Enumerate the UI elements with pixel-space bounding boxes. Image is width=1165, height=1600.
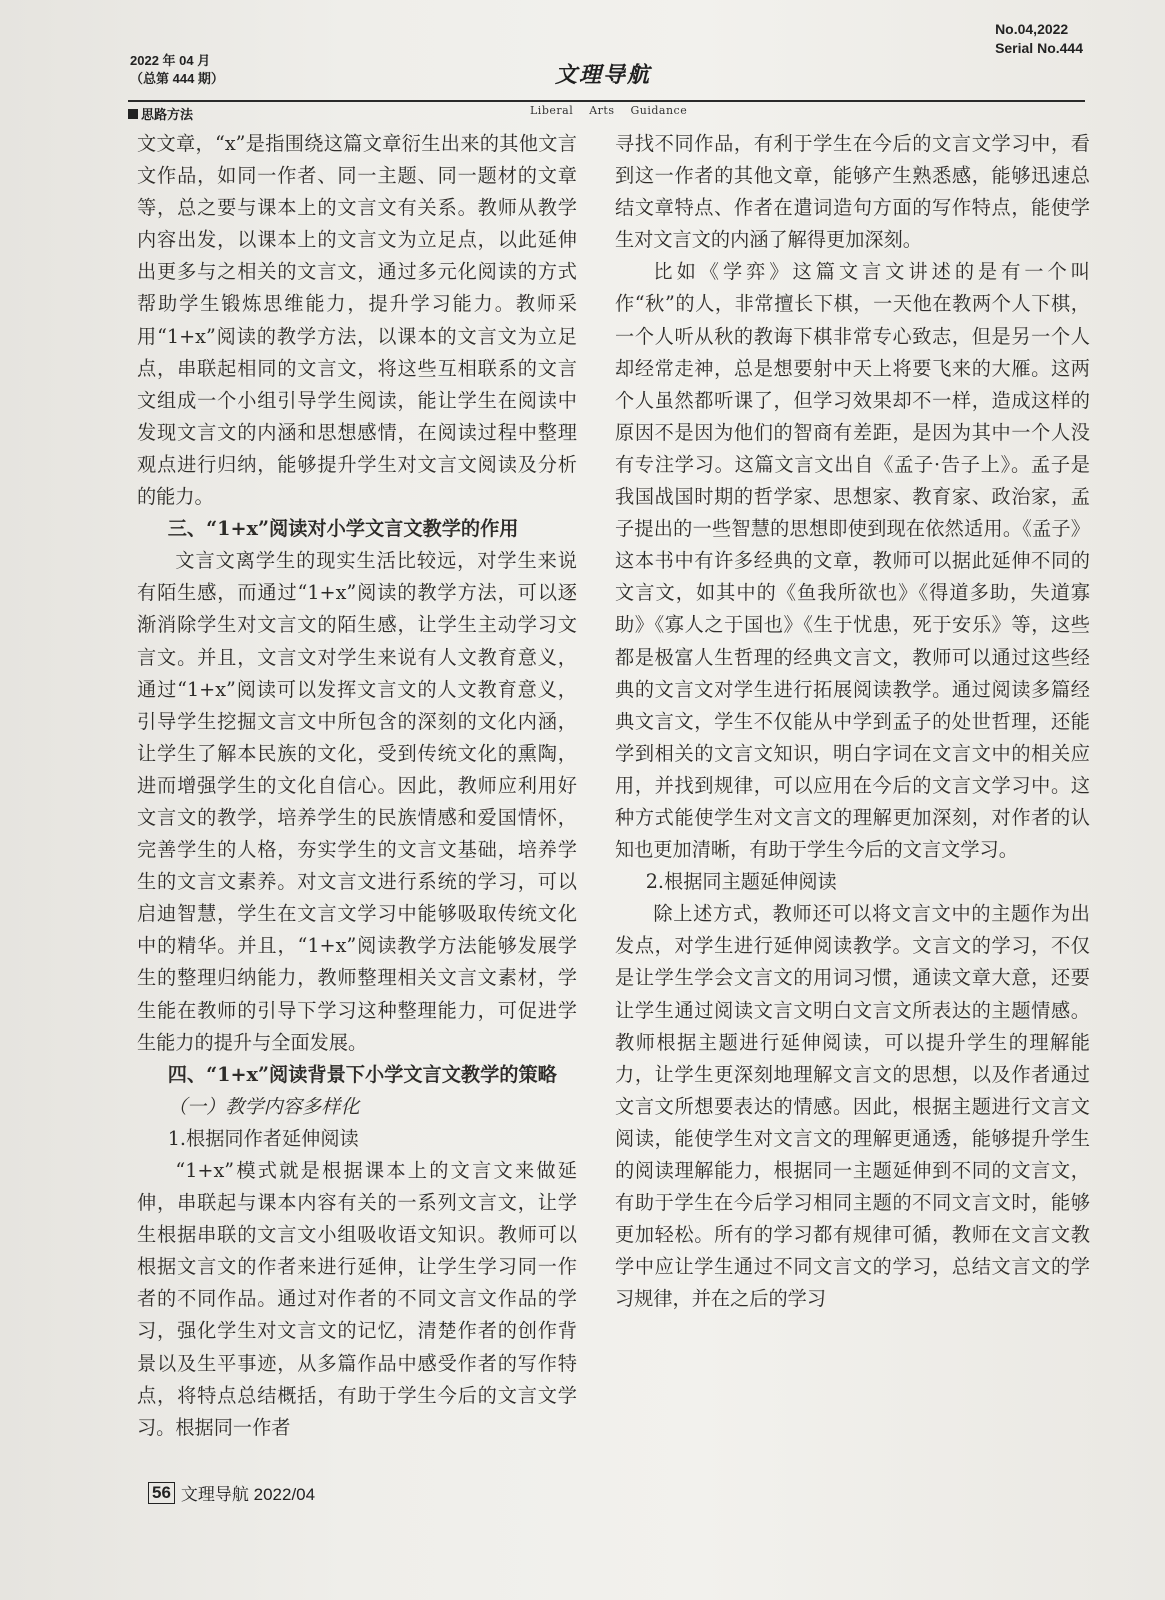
header-date-block xyxy=(130,52,224,88)
paragraph: 比如《学弈》这篇文言文讲述的是有一个叫作“秋”的人，非常擅长下棋，一天他在教两个人下棋，一个人听从秋的教诲下棋非常专心致志，但是另一个人却经常走神，总是想要射中天上将要飞来的大雁。这两个人虽然都听课了，但学习效果却不一样，造成这样的原因不是因为他们的智商有差距，是因为其中一个人没有专注学习。这篇文言文出自《孟子·告子上》。孟子是我国战国时期的哲学家、思想家、教育家、政治家，孟子提出的一些智慧的思想即使到现在依然适用。《孟子》这本书中有许多经典的文章，教师可以据此延伸不同的文言文，如其中的《鱼我所欲也》《得道多助，失道寡助》《寡人之于国也》《生于忧患，死于安乐》等，这些都是极富人生哲理的经典文言文，教师可以通过这些经典的文言文对学生进行拓展阅读教学。通过阅读多篇经典文言文，学生不仅能从中学到孟子的处世哲理，还能学到相关的文言文知识，明白字词在文言文中的相关应用，并找到规律，可以应用在今后的文言文学习中。这种方式能使学生对文言文的理解更加深刻，对作者的认知也更加清晰，有助于学生今后的文言文学习。 xyxy=(615,260,1090,862)
paragraph: 寻找不同作品，有利于学生在今后的文言文学习中，看到这一作者的其他文章，能够产生熟悉感，能够迅速总结文章特点、作者在遣词造句方面的写作特点，能使学生对文言文的内涵了解得更加深刻。 xyxy=(615,132,1090,252)
header-serial-block xyxy=(995,20,1083,58)
section-tag xyxy=(128,104,193,123)
subsection-heading: （一）教学内容多样化 xyxy=(167,1094,360,1118)
english-title: Liberal Arts Guidance xyxy=(530,104,688,117)
section-heading: 四、“1+x”阅读背景下小学文言文教学的策略 xyxy=(167,1062,557,1086)
subsection-heading: 2.根据同主题延伸阅读 xyxy=(645,870,837,894)
header-rule xyxy=(128,100,1085,102)
header-no: No.04,2022 xyxy=(995,21,1069,37)
section-label: 思路方法 xyxy=(141,108,194,123)
header-date: 2022 年 04 月 xyxy=(130,53,211,68)
footer xyxy=(148,1480,315,1505)
header-serial: Serial No.444 xyxy=(995,40,1083,56)
subsection-heading: 1.根据同作者延伸阅读 xyxy=(167,1126,359,1150)
paragraph: 文言文离学生的现实生活比较远，对学生来说有陌生感，而通过“1+x”阅读的教学方法，可以逐渐消除学生对文言文的陌生感，让学生主动学习文言文。并且，文言文对学生来说有人文教育意义，通过“1+x”阅读可以发挥文言文的人文教育意义，引导学生挖掘文言文中所包含的深刻的文化内涵，让学生了解本民族的文化，受到传统文化的熏陶，进而增强学生的文化自信心。因此，教师应利用好文言文的教学，培养学生的民族情感和爱国情怀，完善学生的人格，夯实学生的文言文基础，培养学生的文言文素养。对文言文进行系统的学习，可以启迪智慧，学生在文言文学习中能够吸取传统文化中的精华。并且，“1+x”阅读教学方法能够发展学生的整理归纳能力，教师整理相关文言文素材，学生能在教师的引导下学习这种整理能力，可促进学生能力的提升与全面发展。 xyxy=(137,549,577,1054)
paragraph: 除上述方式，教师还可以将文言文中的主题作为出发点，对学生进行延伸阅读教学。文言文的学习，不仅是让学生学会文言文的用词习惯，通读文章大意，还要让学生通过阅读文言文明白文言文所表达的主题情感。教师根据主题进行延伸阅读，可以提升学生的理解能力，让学生更深刻地理解文言文的思想，以及作者通过文言文所想要表达的情感。因此，根据主题进行文言文阅读，能使学生对文言文的理解更通透，能够提升学生的阅读理解能力，根据同一主题延伸到不同的文言文，有助于学生在今后学习相同主题的不同文言文时，能够更加轻松。所有的学习都有规律可循，教师在文言文教学中应让学生通过不同文言文的学习，总结文言文的学习规律，并在之后的学习 xyxy=(615,902,1090,1311)
header-issue: （总第 444 期） xyxy=(130,71,224,86)
paragraph: “1+x”模式就是根据课本上的文言文来做延伸，串联起与课本内容有关的一系列文言文，让学生根据串联的文言文小组吸收语文知识。教师可以根据文言文的作者来进行延伸，让学生学习同一作者的不同作品。通过对作者的不同文言文作品的学习，强化学生对文言文的记忆，清楚作者的创作背景以及生平事迹，从多篇作品中感受作者的写作特点，将特点总结概括，有助于学生今后的文言文学习。根据同一作者 xyxy=(137,1159,577,1439)
footer-text: 文理导航 2022/04 xyxy=(180,1485,316,1504)
square-bullet-icon xyxy=(128,109,138,119)
left-column xyxy=(137,128,577,1444)
right-column xyxy=(615,128,1090,1315)
page-number: 56 xyxy=(148,1482,175,1504)
paragraph: 文文章，“x”是指围绕这篇文章衍生出来的其他文言文作品，如同一作者、同一主题、同一题材的文章等，总之要与课本上的文言文有关系。教师从教学内容出发，以课本上的文言文为立足点，以此延伸出更多与之相关的文言文，通过多元化阅读的方式帮助学生锻炼思维能力，提升学习能力。教师采用“1+x”阅读的教学方法，以课本的文言文为立足点，串联起相同的文言文，将这些互相联系的文言文组成一个小组引导学生阅读，能让学生在阅读中发现文言文的内涵和思想感情，在阅读过程中整理观点进行归纳，能够提升学生对文言文阅读及分析的能力。 xyxy=(137,132,577,509)
section-heading: 三、“1+x”阅读对小学文言文教学的作用 xyxy=(167,517,519,541)
journal-title: 文理导航 xyxy=(555,62,652,88)
